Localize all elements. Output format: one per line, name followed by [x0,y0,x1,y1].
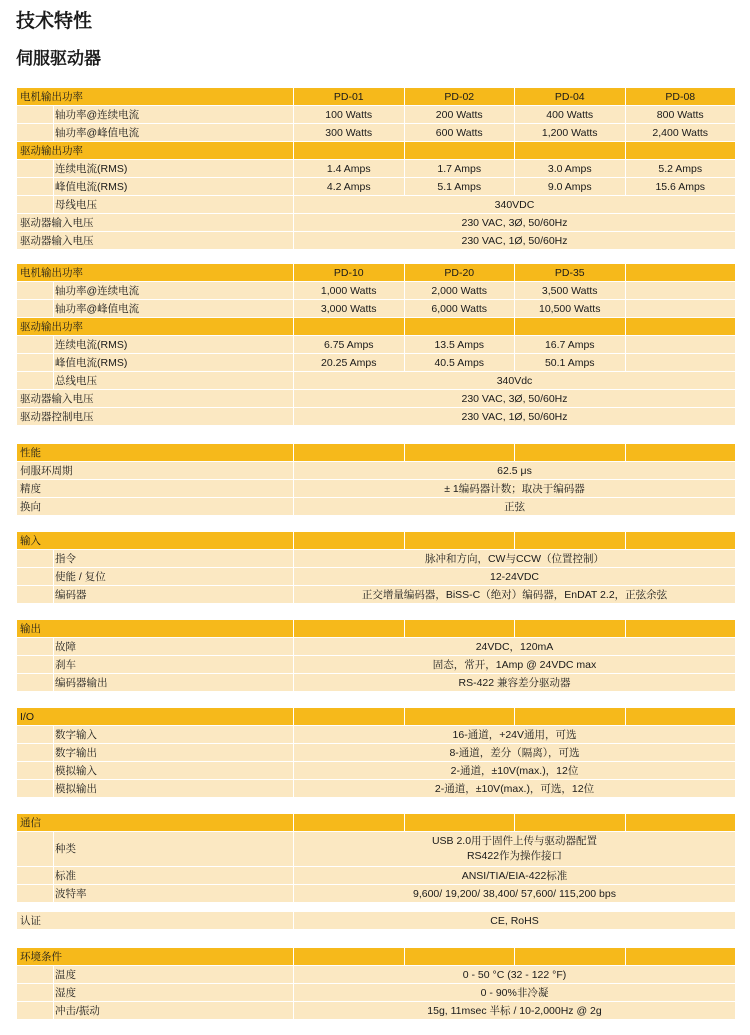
table-cell: 13.5 Amps [404,336,515,354]
table-cell: 1.7 Amps [404,160,515,178]
row-value-line: USB 2.0用于固件上传与驱动器配置 [431,835,598,847]
indent-cell [17,124,54,142]
column-header [294,708,405,726]
row-label: 标准 [54,867,294,885]
row-label: 刹车 [54,656,294,674]
table-cell: 100 Watts [294,106,405,124]
row-label: 轴功率@连续电流 [54,282,294,300]
indent-cell [17,674,54,692]
table-cell: 5.1 Amps [404,178,515,196]
table-cell: 40.5 Amps [404,354,515,372]
column-header [625,814,736,832]
table-cell [625,336,736,354]
indent-cell [17,178,54,196]
table-row [17,1002,736,1020]
column-header: PD-08 [625,88,736,106]
row-label: 模拟输入 [54,762,294,780]
column-header [294,318,405,336]
row-value: CE, RoHS [294,912,736,930]
table-row [17,885,736,903]
row-label: 驱动器输入电压 [17,214,294,232]
indent-cell [17,568,54,586]
column-header [294,142,405,160]
spec-table [16,263,736,426]
table-row [17,354,736,372]
row-value: 230 VAC, 3Ø, 50/60Hz [294,390,736,408]
row-value: 230 VAC, 3Ø, 50/60Hz [294,214,736,232]
table-cell: 800 Watts [625,106,736,124]
spec-table [16,707,736,798]
table-cell: 2,000 Watts [404,282,515,300]
row-label: 电机输出功率 [17,88,294,106]
row-label: 输入 [17,532,294,550]
table-row [17,214,736,232]
table-row [17,372,736,390]
indent-cell [17,832,54,867]
table-row [17,106,736,124]
table-cell: 1,000 Watts [294,282,405,300]
table-cell: 400 Watts [515,106,626,124]
table-row [17,638,736,656]
row-label: 峰值电流(RMS) [54,354,294,372]
indent-cell [17,656,54,674]
row-label: 伺服环周期 [17,462,294,480]
table-row [17,532,736,550]
row-value: 24VDC，120mA [294,638,736,656]
table-cell [625,300,736,318]
table-row [17,444,736,462]
indent-cell [17,106,54,124]
table-row [17,966,736,984]
column-header [625,948,736,966]
spec-table [16,947,736,1020]
table-cell: 1,200 Watts [515,124,626,142]
table-cell: 1.4 Amps [294,160,405,178]
table-row [17,336,736,354]
row-value: 9,600/ 19,200/ 38,400/ 57,600/ 115,200 bps [294,885,736,903]
table-row [17,568,736,586]
row-label: 温度 [54,966,294,984]
row-label: 编码器输出 [54,674,294,692]
table-row [17,762,736,780]
indent-cell [17,1002,54,1020]
row-value: 340VDC [294,196,736,214]
row-label: 驱动器控制电压 [17,408,294,426]
row-label: 通信 [17,814,294,832]
row-label: 环境条件 [17,948,294,966]
row-value: ANSI/TIA/EIA-422标准 [294,867,736,885]
row-value: 2-通道，±10V(max.)，12位 [294,762,736,780]
column-header [625,708,736,726]
row-value: 12-24VDC [294,568,736,586]
row-value: 230 VAC, 1Ø, 50/60Hz [294,232,736,250]
row-value [294,832,736,867]
column-header [404,318,515,336]
column-header [404,532,515,550]
row-label: 数字输出 [54,744,294,762]
row-label: 认证 [17,912,294,930]
row-value: ± 1编码器计数；取决于编码器 [294,480,736,498]
row-value: 0 - 90%非冷凝 [294,984,736,1002]
table-cell: 300 Watts [294,124,405,142]
column-header [625,318,736,336]
table-cell: 4.2 Amps [294,178,405,196]
indent-cell [17,966,54,984]
table-cell: 6.75 Amps [294,336,405,354]
row-label: 轴功率@峰值电流 [54,300,294,318]
spec-table [16,619,736,692]
indent-cell [17,586,54,604]
row-label: 冲击/振动 [54,1002,294,1020]
column-header [404,948,515,966]
row-value: 正弦 [294,498,736,516]
row-value: 0 - 50 °C (32 - 122 °F) [294,966,736,984]
table-row [17,318,736,336]
column-header [515,142,626,160]
indent-cell [17,867,54,885]
row-label: 母线电压 [54,196,294,214]
row-label: 轴功率@峰值电流 [54,124,294,142]
table-row [17,726,736,744]
row-label: 峰值电流(RMS) [54,178,294,196]
indent-cell [17,160,54,178]
table-row [17,264,736,282]
indent-cell [17,282,54,300]
table-row [17,498,736,516]
column-header: PD-10 [294,264,405,282]
indent-cell [17,196,54,214]
row-label: 湿度 [54,984,294,1002]
row-value: 16-通道，+24V通用，可选 [294,726,736,744]
column-header [515,708,626,726]
table-row [17,620,736,638]
table-cell: 2,400 Watts [625,124,736,142]
row-value: RS-422 兼容差分驱动器 [294,674,736,692]
row-value-line: RS422作为操作接口 [466,850,563,862]
table-row [17,708,736,726]
row-label: 连续电流(RMS) [54,160,294,178]
column-header [294,948,405,966]
table-row [17,88,736,106]
row-label: 驱动输出功率 [17,318,294,336]
row-label: 编码器 [54,586,294,604]
table-row [17,744,736,762]
table-cell: 3.0 Amps [515,160,626,178]
row-value: 2-通道，±10V(max.)，可选，12位 [294,780,736,798]
table-cell: 15.6 Amps [625,178,736,196]
spec-table [16,911,736,930]
row-label: 驱动输出功率 [17,142,294,160]
row-label: 输出 [17,620,294,638]
row-value: 脉冲和方向，CW与CCW（位置控制） [294,550,736,568]
column-header [294,620,405,638]
row-label: 换向 [17,498,294,516]
row-label: I/O [17,708,294,726]
row-label: 轴功率@连续电流 [54,106,294,124]
column-header [625,620,736,638]
column-header [515,444,626,462]
indent-cell [17,372,54,390]
indent-cell [17,638,54,656]
table-cell: 10,500 Watts [515,300,626,318]
table-row [17,832,736,867]
column-header [294,444,405,462]
page-subtitle: 伺服驱动器 [16,49,101,68]
row-label: 指令 [54,550,294,568]
row-label: 精度 [17,480,294,498]
table-row [17,124,736,142]
row-label: 模拟输出 [54,780,294,798]
row-label: 数字输入 [54,726,294,744]
column-header [404,620,515,638]
column-header: PD-04 [515,88,626,106]
table-row [17,160,736,178]
table-row [17,300,736,318]
table-row [17,462,736,480]
row-label: 驱动器输入电压 [17,232,294,250]
table-row [17,656,736,674]
column-header: PD-02 [404,88,515,106]
row-label: 性能 [17,444,294,462]
table-cell: 600 Watts [404,124,515,142]
indent-cell [17,550,54,568]
column-header [625,532,736,550]
column-header [625,444,736,462]
table-cell: 200 Watts [404,106,515,124]
indent-cell [17,300,54,318]
spec-table [16,531,736,604]
column-header [404,814,515,832]
row-label: 波特率 [54,885,294,903]
row-label: 使能 / 复位 [54,568,294,586]
table-cell: 16.7 Amps [515,336,626,354]
spec-table [16,87,736,250]
row-label: 总线电压 [54,372,294,390]
indent-cell [17,885,54,903]
indent-cell [17,780,54,798]
table-row [17,780,736,798]
column-header [515,620,626,638]
row-value: 15g, 11msec 半标 / 10-2,000Hz @ 2g [294,1002,736,1020]
row-value: 62.5 μs [294,462,736,480]
row-value: 正交增量编码器，BiSS-C（绝对）编码器，EnDAT 2.2，正弦余弦 [294,586,736,604]
table-row [17,390,736,408]
column-header: PD-35 [515,264,626,282]
table-cell: 5.2 Amps [625,160,736,178]
column-header [294,814,405,832]
table-row [17,912,736,930]
row-label: 故障 [54,638,294,656]
table-cell: 3,500 Watts [515,282,626,300]
column-header [404,142,515,160]
page-title: 技术特性 [16,11,93,32]
spec-table [16,443,736,516]
row-label: 种类 [54,832,294,867]
table-row [17,408,736,426]
column-header [515,318,626,336]
column-header [625,142,736,160]
column-header [515,532,626,550]
table-row [17,984,736,1002]
table-cell [625,282,736,300]
row-label: 电机输出功率 [17,264,294,282]
indent-cell [17,726,54,744]
table-row [17,674,736,692]
row-label: 驱动器输入电压 [17,390,294,408]
table-row [17,196,736,214]
table-row [17,480,736,498]
column-header: PD-01 [294,88,405,106]
column-header: PD-20 [404,264,515,282]
spec-table [16,813,736,903]
table-row [17,586,736,604]
row-value: 固态，常开，1Amp @ 24VDC max [294,656,736,674]
indent-cell [17,354,54,372]
row-value: 340Vdc [294,372,736,390]
table-row [17,814,736,832]
table-row [17,867,736,885]
table-row [17,142,736,160]
table-cell: 20.25 Amps [294,354,405,372]
table-cell [625,354,736,372]
indent-cell [17,336,54,354]
row-label: 连续电流(RMS) [54,336,294,354]
table-cell: 6,000 Watts [404,300,515,318]
indent-cell [17,762,54,780]
row-value: 8-通道，差分（隔离），可选 [294,744,736,762]
table-cell: 9.0 Amps [515,178,626,196]
column-header [404,444,515,462]
column-header [515,814,626,832]
table-row [17,282,736,300]
table-cell: 50.1 Amps [515,354,626,372]
table-row [17,232,736,250]
table-row [17,948,736,966]
column-header [404,708,515,726]
row-value: 230 VAC, 1Ø, 50/60Hz [294,408,736,426]
table-cell: 3,000 Watts [294,300,405,318]
indent-cell [17,744,54,762]
table-row [17,178,736,196]
column-header [515,948,626,966]
column-header [294,532,405,550]
column-header [625,264,736,282]
table-row [17,550,736,568]
indent-cell [17,984,54,1002]
